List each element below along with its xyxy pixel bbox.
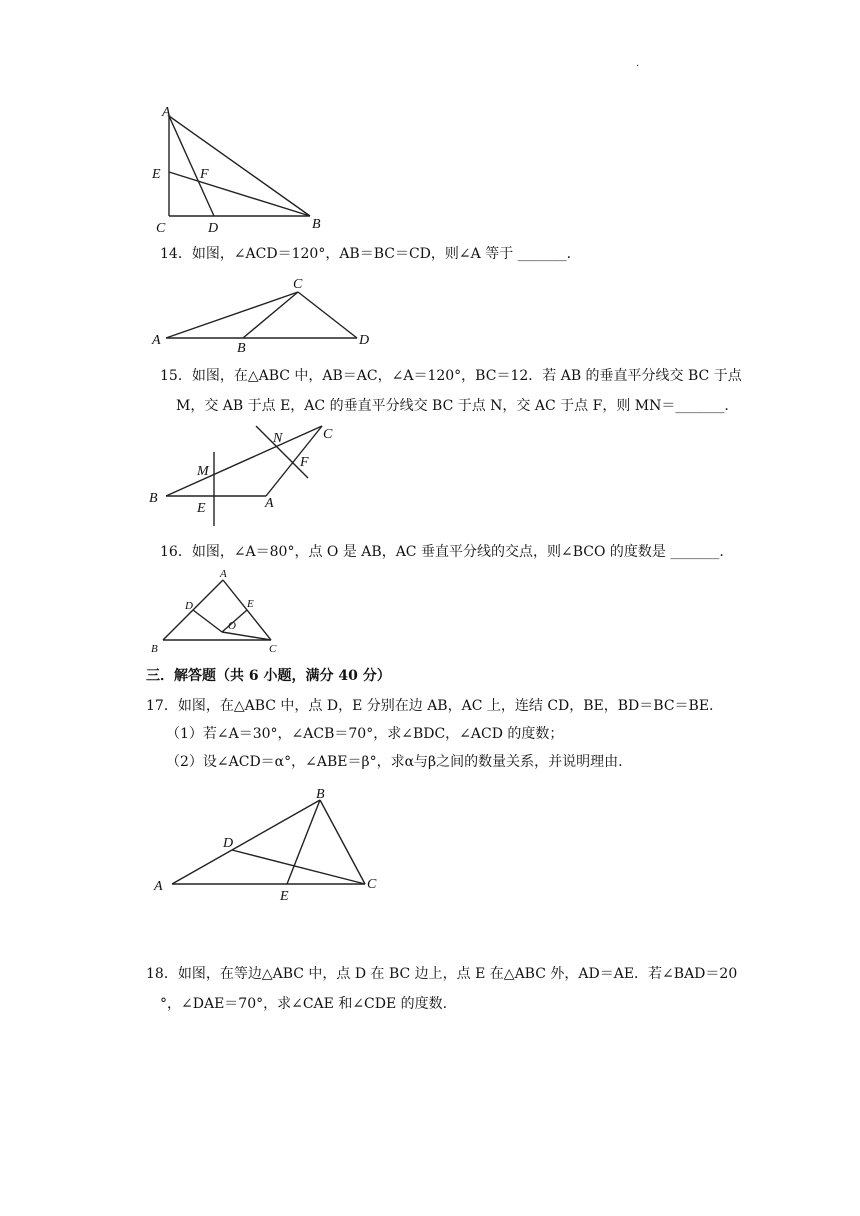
q14-label-d: D bbox=[359, 333, 370, 348]
q16-label-c: C bbox=[269, 643, 277, 655]
q13-label-a: A bbox=[162, 105, 171, 120]
q15-label-n: N bbox=[273, 431, 283, 446]
q15-label-f: F bbox=[300, 455, 309, 470]
q17-label-a: A bbox=[154, 879, 163, 894]
q15-label-a: A bbox=[265, 496, 274, 511]
q17-label-b: B bbox=[316, 787, 325, 802]
q17-figure bbox=[150, 786, 390, 904]
q13-figure bbox=[140, 104, 340, 239]
q18-line2: °，∠DAE＝70°，求∠CAE 和∠CDE 的度数. bbox=[160, 996, 448, 1012]
q14-label-a: A bbox=[152, 333, 161, 348]
q18-line1: 18．如图，在等边△ABC 中，点 D 在 BC 边上，点 E 在△ABC 外，AD＝AE．若∠BAD＝20 bbox=[146, 966, 738, 982]
q16-label-e: E bbox=[247, 598, 254, 610]
q13-label-b: B bbox=[312, 217, 321, 232]
q16-text: 16．如图，∠A＝80°，点 O 是 AB，AC 垂直平分线的交点，则∠BCO 的度数是 _______. bbox=[160, 544, 724, 560]
q15-line2: M，交 AB 于点 E，AC 的垂直平分线交 BC 于点 N，交 AC 于点 F，则 MN＝_______. bbox=[176, 398, 729, 414]
q14-label-b: B bbox=[237, 341, 246, 356]
q17-part1: （1）若∠A＝30°，∠ACB＝70°，求∠BDC，∠ACD 的度数； bbox=[166, 726, 564, 742]
q17-label-c: C bbox=[367, 877, 377, 892]
q16-label-d: D bbox=[185, 600, 193, 612]
q15-line1: 15．如图，在△ABC 中，AB＝AC，∠A＝120°，BC＝12．若 AB 的垂直平分线交 BC 于点 bbox=[160, 368, 742, 384]
q13-label-e: E bbox=[152, 167, 161, 182]
q17-label-e: E bbox=[280, 889, 289, 904]
q13-label-d: D bbox=[208, 221, 219, 236]
q13-label-c: C bbox=[156, 221, 166, 236]
section3-title: 三．解答题（共 6 小题，满分 40 分） bbox=[146, 668, 391, 684]
q17-part2: （2）设∠ACD＝α°，∠ABE＝β°，求α与β之间的数量关系，并说明理由. bbox=[166, 754, 623, 770]
q15-label-c: C bbox=[323, 427, 333, 442]
q16-label-b: B bbox=[151, 643, 158, 655]
q17-line1: 17．如图，在△ABC 中，点 D，E 分别在边 AB，AC 上，连结 CD，BE，BD＝BC＝BE. bbox=[146, 698, 714, 714]
q16-figure bbox=[145, 568, 285, 654]
q14-label-c: C bbox=[293, 277, 303, 292]
q13-label-f: F bbox=[200, 167, 209, 182]
q14-figure bbox=[150, 274, 380, 354]
header-mark: . bbox=[636, 58, 640, 69]
q15-figure bbox=[140, 420, 350, 530]
q15-label-m: M bbox=[197, 464, 209, 479]
q16-label-o: O bbox=[228, 620, 236, 632]
q15-label-e: E bbox=[197, 501, 206, 516]
q16-label-a: A bbox=[220, 568, 227, 580]
q17-label-d: D bbox=[223, 836, 234, 851]
q14-text: 14．如图，∠ACD＝120°，AB＝BC＝CD，则∠A 等于 _______. bbox=[160, 246, 572, 262]
q15-label-b: B bbox=[149, 491, 158, 506]
